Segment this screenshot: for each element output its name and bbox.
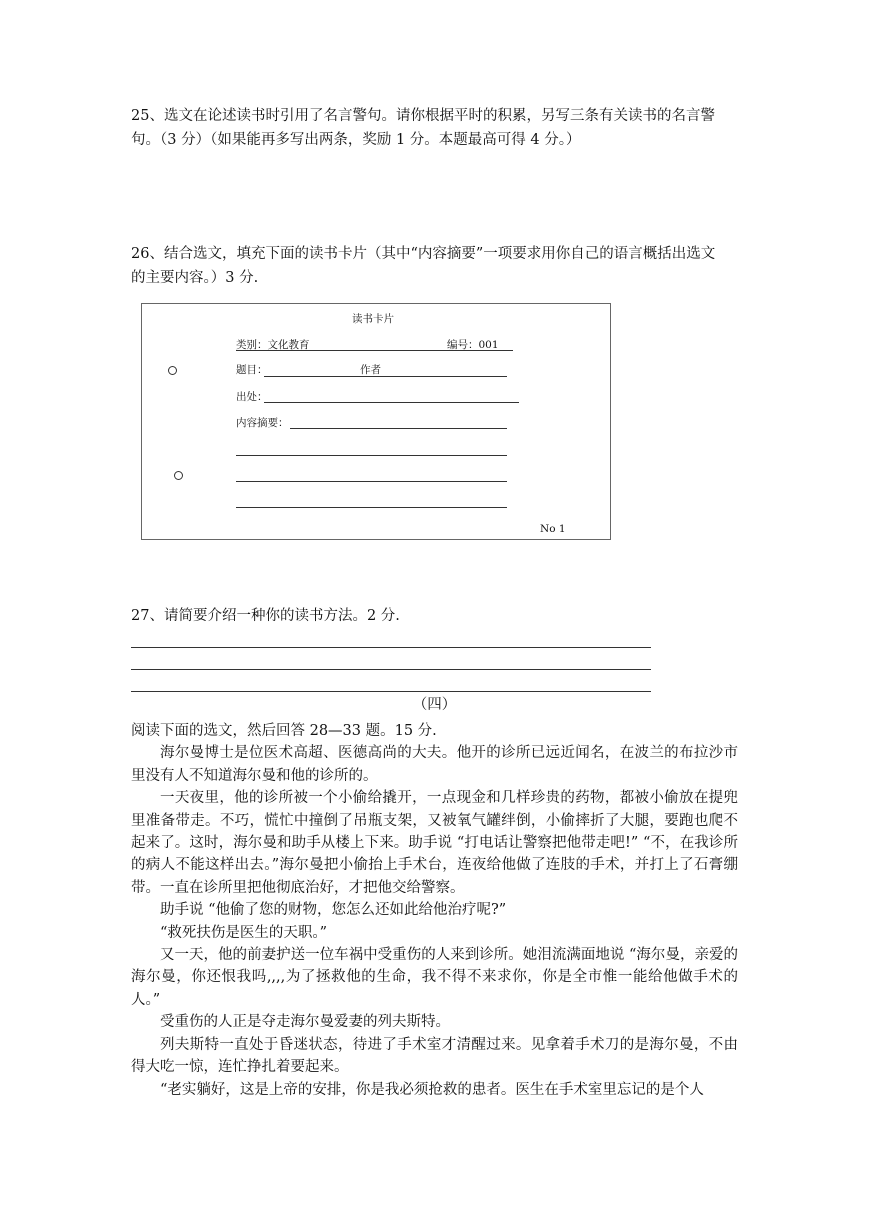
passage-paragraph: 列夫斯特一直处于昏迷状态，待进了手术室才清醒过来。见拿着手术刀的是海尔曼，不由得大吃一惊，连忙挣扎着要起来。 xyxy=(131,1036,738,1076)
punch-hole-icon xyxy=(168,366,177,375)
card-category: 类别：文化教育 xyxy=(236,339,310,351)
card-category-line xyxy=(236,350,513,351)
question-26-line-1: 26、结合选文，填充下面的读书卡片（其中“内容摘要”一项要求用你自己的语言概括出选文 xyxy=(131,246,716,262)
card-source-label: 出处： xyxy=(236,391,268,403)
passage-paragraph: “救死扶伤是医生的天职。” xyxy=(160,924,328,941)
passage-paragraph: 一天夜里，他的诊所被一个小偷给撬开，一点现金和几样珍贵的药物，都被小偷放在提兜里准备带走。不巧，慌忙中撞倒了吊瓶支架，又被氧气罐绊倒，小偷摔折了大腿，要跑也爬不起来了。这时，海尔曼和助手从楼上下来。助手说 “打电话让警察把他带走吧!” “不，在我诊所的病人不能这样出去。”海尔曼把小偷抬上手术台，连夜给他做了连肢的手术，并打上了石膏绷带。一直在诊所里把他彻底治好，才把他交给警察。 xyxy=(131,790,738,896)
passage-paragraph: “老实躺好，这是上帝的安排，你是我必须抢救的患者。医生在手术室里忘记的是个人 xyxy=(160,1081,704,1098)
card-summary-line-2 xyxy=(236,455,507,456)
passage-paragraph: 又一天，他的前妻护送一位车祸中受重伤的人来到诊所。她泪流满面地说 “海尔曼，亲爱的海尔曼，你还恨我吗,,,,为了拯救他的生命，我不得不来求你，你是全市惟一能给他做手术的人。” xyxy=(131,947,738,1008)
punch-hole-icon xyxy=(174,471,183,480)
question-25-line-1: 25、选文在论述读书时引用了名言警句。请你根据平时的积累，另写三条有关读书的名言警 xyxy=(131,108,715,124)
passage-paragraph: 受重伤的人正是夺走海尔曼爱妻的列夫斯特。 xyxy=(160,1014,450,1031)
passage-intro: 阅读下面的选文，然后回答 28—33 题。15 分. xyxy=(131,723,437,739)
answer-line-3 xyxy=(131,691,651,692)
card-author-label: 作者 xyxy=(360,364,381,376)
card-title: 读书卡片 xyxy=(352,313,394,325)
question-25 xyxy=(131,104,715,152)
question-25-line-2: 句。（3 分）（如果能再多写出两条，奖励 1 分。本题最高可得 4 分。） xyxy=(131,132,581,148)
card-summary-line-4 xyxy=(236,507,507,508)
card-source-line xyxy=(264,402,519,403)
card-number: 编号：001 xyxy=(447,339,499,351)
card-footer-number: No 1 xyxy=(540,523,566,535)
reading-passage xyxy=(131,720,738,1101)
question-26 xyxy=(131,242,715,290)
question-26-line-2: 的主要内容。）3 分. xyxy=(131,270,259,286)
passage-paragraph: 海尔曼博士是位医术高超、医德高尚的大夫。他开的诊所已远近闻名，在波兰的布拉沙市里没有人不知道海尔曼和他的诊所的。 xyxy=(131,745,738,784)
answer-line-1 xyxy=(131,647,651,648)
passage-paragraph: 助手说 “他偷了您的财物，您怎么还如此给他治疗呢?” xyxy=(160,902,507,919)
reading-card xyxy=(141,303,611,540)
card-summary-line-1 xyxy=(290,428,507,429)
card-summary-line-3 xyxy=(236,481,507,482)
card-summary-label: 内容摘要： xyxy=(236,417,289,429)
section-heading: （四） xyxy=(412,697,457,713)
answer-line-2 xyxy=(131,669,651,670)
card-topic-line xyxy=(264,376,507,377)
card-topic-label: 题目： xyxy=(236,364,268,376)
question-27: 27、请简要介绍一种你的读书方法。2 分. xyxy=(131,608,400,624)
